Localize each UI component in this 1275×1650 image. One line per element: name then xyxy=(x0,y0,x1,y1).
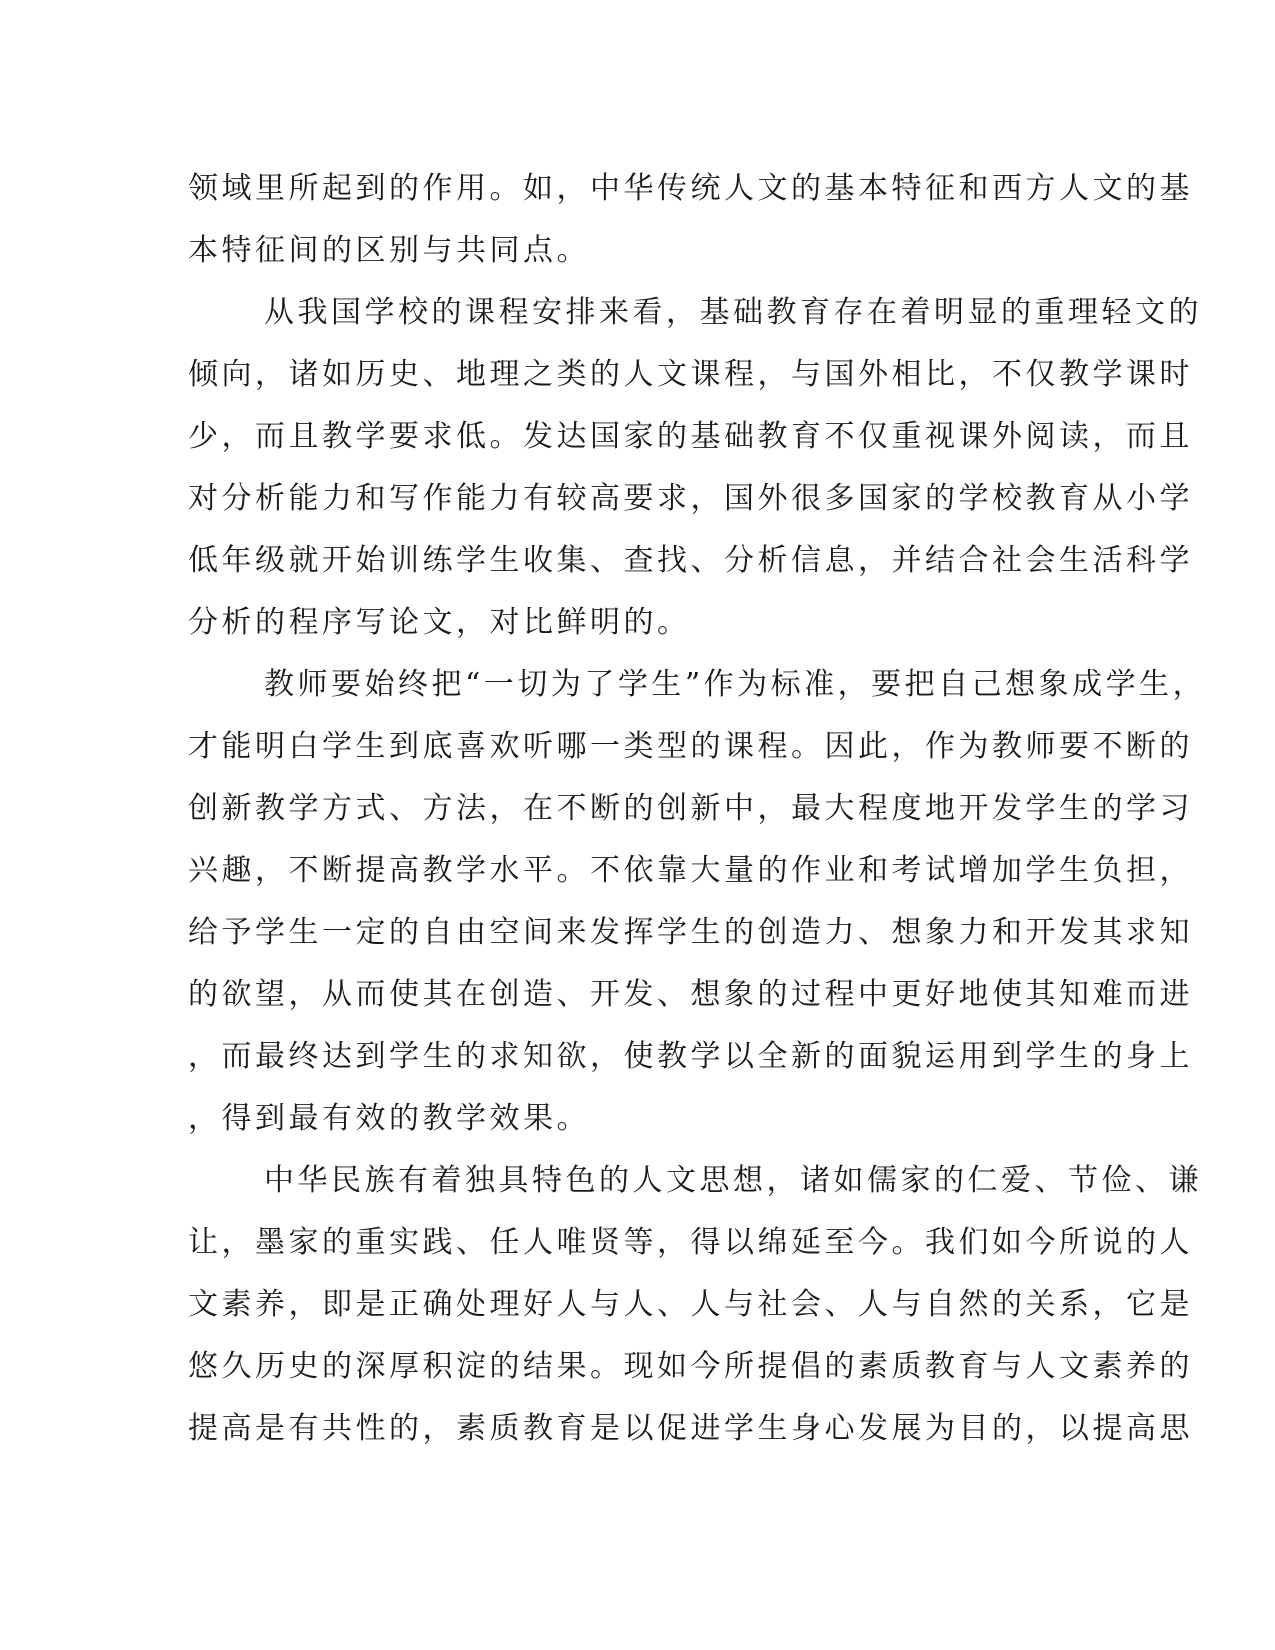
paragraph-first-line: 中华民族有着独具特色的人文思想，诸如儒家的仁爱、节俭、谦 xyxy=(264,1163,1202,1198)
text-line: 悠久历史的深厚积淀的结果。现如今所提倡的素质教育与人文素养的 xyxy=(188,1349,1193,1384)
text-line: 领域里所起到的作用。如，中华传统人文的基本特征和西方人文的基 xyxy=(188,171,1193,206)
text-line: 让，墨家的重实践、任人唯贤等，得以绵延至今。我们如今所说的人 xyxy=(188,1225,1193,1260)
text-line: 兴趣，不断提高教学水平。不依靠大量的作业和考试增加学生负担， xyxy=(188,853,1193,888)
text-line: 才能明白学生到底喜欢听哪一类型的课程。因此，作为教师要不断的 xyxy=(188,729,1193,764)
body-text xyxy=(188,158,1207,1460)
text-line: 提高是有共性的，素质教育是以促进学生身心发展为目的，以提高思 xyxy=(188,1411,1193,1446)
text-line: 低年级就开始训练学生收集、查找、分析信息，并结合社会生活科学 xyxy=(188,543,1193,578)
text-line: 倾向，诸如历史、地理之类的人文课程，与国外相比，不仅教学课时 xyxy=(188,357,1193,392)
text-line: 创新教学方式、方法，在不断的创新中，最大程度地开发学生的学习 xyxy=(188,791,1193,826)
text-line: 本特征间的区别与共同点。 xyxy=(188,233,590,268)
text-line: 分析的程序写论文，对比鲜明的。 xyxy=(188,605,691,640)
paragraph-first-line: 教师要始终把“一切为了学生”作为标准，要把自己想象成学生， xyxy=(264,667,1207,702)
text-line: ，得到最有效的教学效果。 xyxy=(188,1101,590,1136)
text-line: ，而最终达到学生的求知欲，使教学以全新的面貌运用到学生的身上 xyxy=(188,1039,1193,1074)
text-line: 文素养，即是正确处理好人与人、人与社会、人与自然的关系，它是 xyxy=(188,1287,1193,1322)
text-line: 对分析能力和写作能力有较高要求，国外很多国家的学校教育从小学 xyxy=(188,481,1193,516)
text-line: 少，而且教学要求低。发达国家的基础教育不仅重视课外阅读，而且 xyxy=(188,419,1193,454)
text-line: 给予学生一定的自由空间来发挥学生的创造力、想象力和开发其求知 xyxy=(188,915,1193,950)
text-line: 的欲望，从而使其在创造、开发、想象的过程中更好地使其知难而进 xyxy=(188,977,1193,1012)
paragraph-first-line: 从我国学校的课程安排来看，基础教育存在着明显的重理轻文的 xyxy=(264,295,1202,330)
